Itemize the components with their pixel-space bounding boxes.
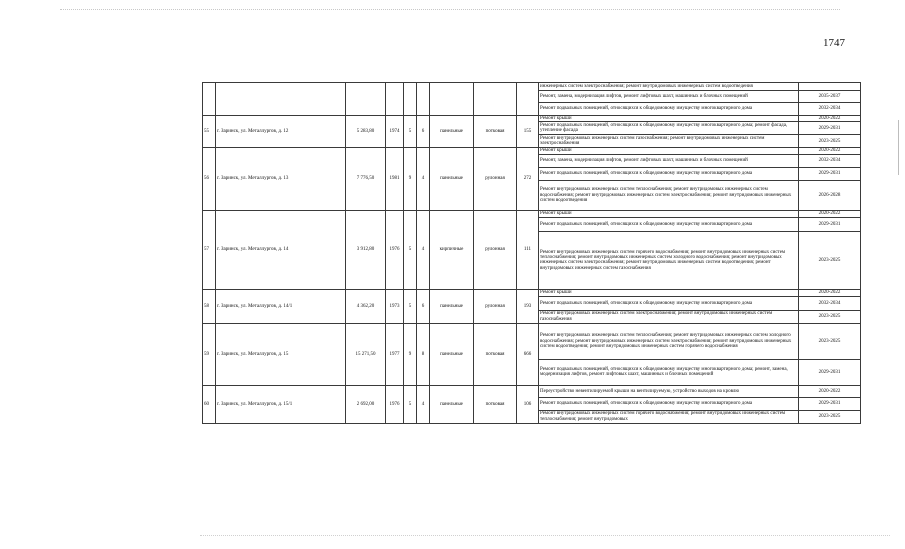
scan-top-edge bbox=[60, 9, 840, 10]
cell-period bbox=[799, 83, 861, 91]
cell-num: 60 bbox=[203, 385, 216, 423]
cell-entrances: 6 bbox=[417, 289, 430, 323]
cell-num: 59 bbox=[203, 323, 216, 385]
cell-work-type: Ремонт внутридомовых инженерных систем электроснабжения; ремонт внутридомовых инженерных систем газоснабжения bbox=[539, 310, 799, 323]
cell-area: 3 912,80 bbox=[346, 210, 386, 289]
cell-entrances: 6 bbox=[417, 116, 430, 148]
cell-address: г. Заринск, ул. Металлургов, д. 15/1 bbox=[216, 385, 346, 423]
cell-area: 2 692,00 bbox=[346, 385, 386, 423]
cell-period: 2032-2034 bbox=[799, 296, 861, 310]
cell-period: 2020-2022 bbox=[799, 148, 861, 154]
table-row bbox=[203, 323, 861, 359]
cell-period: 2029-2031 bbox=[799, 217, 861, 231]
cell-walls: панельные bbox=[430, 385, 474, 423]
cell-apartments: 272 bbox=[517, 148, 539, 210]
table-row bbox=[203, 385, 861, 397]
cell-work-type: Ремонт внутридомовых инженерных систем газоснабжения; ремонт внутридомовых инженерных систем электроснабжения bbox=[539, 135, 799, 148]
cell-period: 2032-2034 bbox=[799, 103, 861, 116]
cell-apartments: 155 bbox=[517, 116, 539, 148]
cell-work-type: Ремонт крыши bbox=[539, 148, 799, 154]
cell-period: 2035-2037 bbox=[799, 91, 861, 103]
cell-num: 58 bbox=[203, 289, 216, 323]
cell-walls: панельные bbox=[430, 148, 474, 210]
cell-period: 2023-2025 bbox=[799, 410, 861, 423]
cell-roof: рулонная bbox=[474, 289, 517, 323]
cell-work-type: Ремонт подвальных помещений, относящихся к общедомовому имуществу многоквартирного дома bbox=[539, 103, 799, 116]
cell-year: 1976 bbox=[386, 210, 404, 289]
cell-year: 1976 bbox=[386, 385, 404, 423]
cell-work-type: Ремонт внутридомовых инженерных систем горячего водоснабжения; ремонт внутридомовых инженерных систем теплоснабжения; ремонт внутридомовых инженерных систем холодного водоснабжения; ремонт внутридомовых инженерных систем электроснабжения; ремонт внутридомовых инженерных систем водоотведения; ремонт внутридомовых инженерных систем газоснабжения bbox=[539, 231, 799, 289]
cell-period: 2020-2022 bbox=[799, 289, 861, 296]
cell-entrances: 4 bbox=[417, 148, 430, 210]
cell-work-type: Ремонт подвальных помещений, относящихся к общедомовому имуществу многоквартирного дома; ремонт фасада, утепление фасада bbox=[539, 122, 799, 135]
cell-roof bbox=[474, 83, 517, 116]
cell-address bbox=[216, 83, 346, 116]
cell-period: 2023-2025 bbox=[799, 310, 861, 323]
cell-apartments: 666 bbox=[517, 323, 539, 385]
cell-address: г. Заринск, ул. Металлургов, д. 14/1 bbox=[216, 289, 346, 323]
cell-walls: панельные bbox=[430, 323, 474, 385]
cell-work-type: Ремонт подвальных помещений, относящихся к общедомовому имуществу многоквартирного дома bbox=[539, 167, 799, 180]
cell-address: г. Заринск, ул. Металлургов, д. 14 bbox=[216, 210, 346, 289]
cell-work-type: Ремонт внутридомовых инженерных систем теплоснабжения; ремонт внутридомовых инженерных систем водоснабжения; ремонт внутридомовых инженерных систем электроснабжения; ремонт внутридомовых инженерных систем водоотведения bbox=[539, 180, 799, 210]
cell-num: 55 bbox=[203, 116, 216, 148]
cell-walls: панельные bbox=[430, 116, 474, 148]
cell-num: 56 bbox=[203, 148, 216, 210]
cell-floors: 5 bbox=[404, 289, 417, 323]
cell-work-type: Ремонт внутридомовых инженерных систем горячего водоснабжения; ремонт внутридомовых инженерных систем теплоснабжения; ремонт внутридомовых bbox=[539, 410, 799, 423]
cell-work-type: Ремонт подвальных помещений, относящихся к общедомовому имуществу многоквартирного дома bbox=[539, 397, 799, 410]
cell-floors: 5 bbox=[404, 116, 417, 148]
cell-roof: потковая bbox=[474, 323, 517, 385]
repair-schedule-table bbox=[202, 82, 861, 424]
cell-num bbox=[203, 83, 216, 116]
cell-walls bbox=[430, 83, 474, 116]
cell-year: 1977 bbox=[386, 323, 404, 385]
cell-year: 1981 bbox=[386, 148, 404, 210]
cell-work-type: Ремонт крыши bbox=[539, 289, 799, 296]
cell-work-type: Ремонт внутридомовых инженерных систем теплоснабжения; ремонт внутридомовых инженерных систем холодного водоснабжения; ремонт внутридомовых инженерных систем электроснабжения; ремонт внутридомовых инженерных систем водоотведения; ремонт внутридомовых инженерных систем горячего водоснабжения bbox=[539, 323, 799, 359]
cell-address: г. Заринск, ул. Металлургов, д. 13 bbox=[216, 148, 346, 210]
cell-apartments: 111 bbox=[517, 210, 539, 289]
cell-address: г. Заринск, ул. Металлургов, д. 15 bbox=[216, 323, 346, 385]
cell-period: 2029-2031 bbox=[799, 397, 861, 410]
cell-area: 7 776,50 bbox=[346, 148, 386, 210]
cell-work-type: инженерных систем электроснабжения; ремонт внутридомовых инженерных систем водоотведения bbox=[539, 83, 799, 91]
cell-roof: потковая bbox=[474, 385, 517, 423]
cell-area: 5 283,80 bbox=[346, 116, 386, 148]
cell-apartments: 193 bbox=[517, 289, 539, 323]
cell-apartments: 106 bbox=[517, 385, 539, 423]
cell-walls: панельные bbox=[430, 289, 474, 323]
cell-entrances: 4 bbox=[417, 210, 430, 289]
cell-work-type: Ремонт крыши bbox=[539, 210, 799, 217]
cell-period: 2023-2025 bbox=[799, 323, 861, 359]
cell-work-type: Ремонт подвальных помещений, относящихся к общедомовому имуществу многоквартирного дома; ремонт, замена, модернизация лифтов, ремонт лифтовых шахт, машинных и блочных помещений bbox=[539, 359, 799, 385]
cell-work-type: Ремонт, замена, модернизация лифтов, ремонт лифтовых шахт, машинных и блочных помещений bbox=[539, 154, 799, 167]
cell-floors: 5 bbox=[404, 385, 417, 423]
cell-apartments bbox=[517, 83, 539, 116]
cell-roof: рулонная bbox=[474, 210, 517, 289]
table-row bbox=[203, 83, 861, 91]
cell-period: 2020-2022 bbox=[799, 210, 861, 217]
cell-period: 2029-2031 bbox=[799, 167, 861, 180]
table-row bbox=[203, 289, 861, 296]
cell-floors bbox=[404, 83, 417, 116]
cell-roof: потковая bbox=[474, 116, 517, 148]
cell-period: 2020-2022 bbox=[799, 385, 861, 397]
table-row bbox=[203, 210, 861, 217]
cell-work-type: Ремонт, замена, модернизация лифтов, ремонт лифтовых шахт, машинных и блочных помещений bbox=[539, 91, 799, 103]
cell-area bbox=[346, 83, 386, 116]
cell-address: г. Заринск, ул. Металлургов, д. 12 bbox=[216, 116, 346, 148]
cell-period: 2029-2031 bbox=[799, 359, 861, 385]
cell-area: 4 362,20 bbox=[346, 289, 386, 323]
cell-entrances bbox=[417, 83, 430, 116]
cell-period: 2023-2025 bbox=[799, 135, 861, 148]
scan-right-mark bbox=[898, 120, 899, 175]
cell-roof: рулонная bbox=[474, 148, 517, 210]
cell-year: 1974 bbox=[386, 116, 404, 148]
page-number: 1747 bbox=[823, 37, 845, 49]
cell-work-type: Переустройство невентилируемой крыши на вентилируемую, устройство выходов на кровлю bbox=[539, 385, 799, 397]
cell-walls: кирпичные bbox=[430, 210, 474, 289]
cell-entrances: 4 bbox=[417, 385, 430, 423]
cell-period: 2026-2028 bbox=[799, 180, 861, 210]
cell-period: 2020-2022 bbox=[799, 116, 861, 122]
cell-work-type: Ремонт подвальных помещений, относящихся к общедомовому имуществу многоквартирного дома bbox=[539, 296, 799, 310]
cell-year: 1973 bbox=[386, 289, 404, 323]
cell-floors: 9 bbox=[404, 148, 417, 210]
cell-period: 2032-2034 bbox=[799, 154, 861, 167]
cell-floors: 5 bbox=[404, 210, 417, 289]
cell-area: 15 271,50 bbox=[346, 323, 386, 385]
cell-year bbox=[386, 83, 404, 116]
cell-period: 2029-2031 bbox=[799, 122, 861, 135]
cell-period: 2023-2025 bbox=[799, 231, 861, 289]
cell-work-type: Ремонт крыши bbox=[539, 116, 799, 122]
cell-floors: 9 bbox=[404, 323, 417, 385]
cell-work-type: Ремонт подвальных помещений, относящихся к общедомовому имуществу многоквартирного дома bbox=[539, 217, 799, 231]
cell-entrances: 8 bbox=[417, 323, 430, 385]
cell-num: 57 bbox=[203, 210, 216, 289]
scan-bottom-edge bbox=[200, 535, 890, 536]
